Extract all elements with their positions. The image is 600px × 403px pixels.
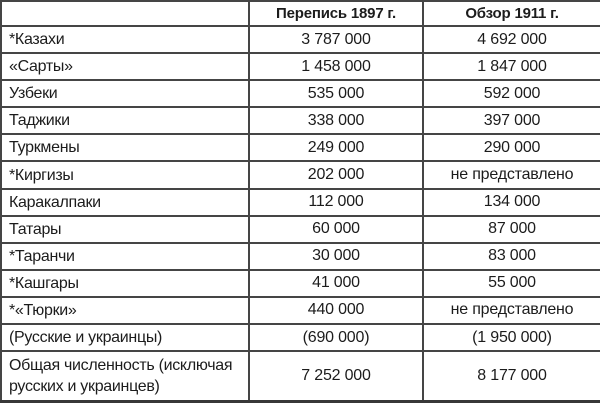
row-label: (Русские и украинцы): [1, 324, 249, 351]
row-label: Каракалпаки: [1, 189, 249, 216]
table-row: [1, 26, 600, 53]
review-1911-value: 397 000: [423, 107, 600, 134]
table-row: [1, 324, 600, 351]
review-1911-value: 134 000: [423, 189, 600, 216]
column-header-empty: [1, 1, 249, 26]
table-row: [1, 216, 600, 243]
table-row: [1, 80, 600, 107]
census-1897-value: 249 000: [249, 134, 423, 161]
table-row: [1, 189, 600, 216]
table-row: [1, 161, 600, 188]
review-1911-value: 1 847 000: [423, 53, 600, 80]
row-label: Туркмены: [1, 134, 249, 161]
census-1897-value: 338 000: [249, 107, 423, 134]
row-label: Узбеки: [1, 80, 249, 107]
column-header-review-1911: Обзор 1911 г.: [423, 1, 600, 26]
table-row: [1, 297, 600, 324]
row-label: *Казахи: [1, 26, 249, 53]
census-1897-value: 202 000: [249, 161, 423, 188]
column-header-census-1897: Перепись 1897 г.: [249, 1, 423, 26]
table-row: [1, 270, 600, 297]
review-1911-value: 87 000: [423, 216, 600, 243]
row-label: Татары: [1, 216, 249, 243]
census-1897-value: 60 000: [249, 216, 423, 243]
review-1911-value: 592 000: [423, 80, 600, 107]
review-1911-value: 83 000: [423, 243, 600, 270]
table-row: [1, 134, 600, 161]
census-1897-value: 30 000: [249, 243, 423, 270]
review-1911-value: 8 177 000: [423, 351, 600, 401]
table-row: [1, 53, 600, 80]
review-1911-value: 55 000: [423, 270, 600, 297]
row-label: «Сарты»: [1, 53, 249, 80]
census-1897-value: 535 000: [249, 80, 423, 107]
row-label: Общая численность (исключая русских и украинцев): [1, 351, 249, 401]
row-label: *Кашгары: [1, 270, 249, 297]
row-label: *«Тюрки»: [1, 297, 249, 324]
review-1911-value: не представлено: [423, 297, 600, 324]
review-1911-value: 290 000: [423, 134, 600, 161]
census-1897-value: 3 787 000: [249, 26, 423, 53]
census-1897-value: 112 000: [249, 189, 423, 216]
row-label: Таджики: [1, 107, 249, 134]
census-1897-value: 440 000: [249, 297, 423, 324]
row-label: *Таранчи: [1, 243, 249, 270]
table-row: [1, 243, 600, 270]
review-1911-value: (1 950 000): [423, 324, 600, 351]
census-1897-value: 41 000: [249, 270, 423, 297]
census-1897-value: 1 458 000: [249, 53, 423, 80]
table-row: [1, 107, 600, 134]
row-label: *Киргизы: [1, 161, 249, 188]
table-row-total: [1, 351, 600, 401]
census-1897-value: (690 000): [249, 324, 423, 351]
review-1911-value: 4 692 000: [423, 26, 600, 53]
table-header-row: [1, 1, 600, 26]
census-1897-value: 7 252 000: [249, 351, 423, 401]
review-1911-value: не представлено: [423, 161, 600, 188]
